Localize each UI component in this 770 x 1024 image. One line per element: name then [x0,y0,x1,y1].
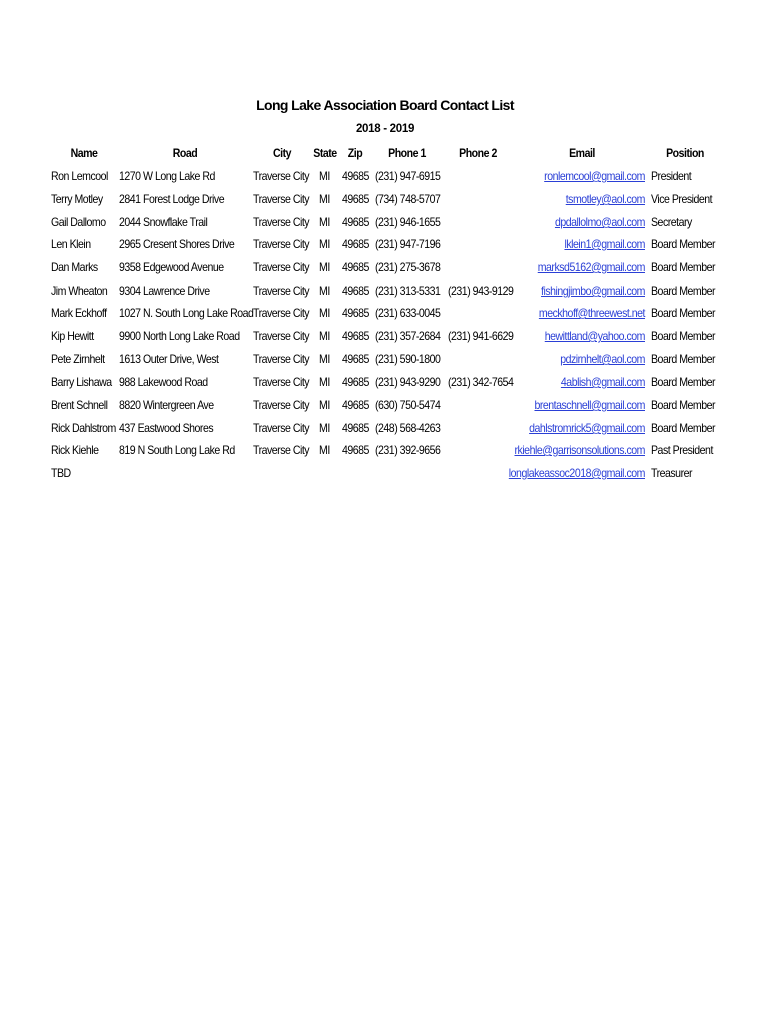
cell-state: MI [319,329,330,343]
email-link[interactable]: lklein1@gmail.com [564,237,645,251]
cell-city: Traverse City [253,169,310,183]
email-link[interactable]: pdzirnhelt@aol.com [560,352,645,366]
cell-state: MI [319,169,330,183]
cell-road: 9900 North Long Lake Road [119,329,240,343]
cell-phone1: (231) 947-6915 [375,169,441,183]
cell-zip: 49685 [342,306,369,320]
cell-state: MI [319,192,330,206]
cell-position: Board Member [651,398,716,412]
cell-position: Vice President [651,192,713,206]
document-subtitle: 2018 - 2019 [355,123,415,135]
document-title: Long Lake Association Board Contact List [256,97,514,113]
cell-name: Ron Lemcool [51,169,108,183]
cell-road: 2965 Cresent Shores Drive [119,237,235,251]
cell-name: Dan Marks [51,260,98,274]
cell-state: MI [319,284,330,298]
cell-position: Board Member [651,284,716,298]
cell-city: Traverse City [253,260,310,274]
cell-zip: 49685 [342,352,369,366]
cell-state: MI [319,260,330,274]
cell-road: 437 Eastwood Shores [119,421,214,435]
cell-road: 2841 Forest Lodge Drive [119,192,225,206]
cell-city: Traverse City [253,329,310,343]
email-link[interactable]: longlakeassoc2018@gmail.com [508,466,645,480]
email-link[interactable]: meckhoff@threewest.net [538,306,645,320]
cell-name: Mark Eckhoff [51,306,107,320]
cell-phone1: (231) 947-7196 [375,237,441,251]
cell-state: MI [319,215,330,229]
column-header-name: Name [70,146,98,160]
cell-city: Traverse City [253,192,310,206]
cell-position: Past President [651,443,713,457]
column-header-phone2: Phone 2 [459,146,497,160]
cell-road: 1270 W Long Lake Rd [119,169,215,183]
cell-zip: 49685 [342,192,369,206]
cell-position: Board Member [651,306,716,320]
cell-position: Treasurer [651,466,693,480]
cell-phone1: (734) 748-5707 [375,192,441,206]
cell-state: MI [319,421,330,435]
cell-road: 1027 N. South Long Lake Road [119,306,254,320]
cell-road: 988 Lakewood Road [119,375,208,389]
cell-state: MI [319,237,330,251]
cell-state: MI [319,306,330,320]
cell-name: Len Klein [51,237,91,251]
cell-name: TBD [51,466,71,480]
cell-city: Traverse City [253,284,310,298]
column-header-phone1: Phone 1 [388,146,426,160]
cell-name: Jim Wheaton [51,284,108,298]
cell-zip: 49685 [342,329,369,343]
cell-phone1: (231) 943-9290 [375,375,441,389]
cell-zip: 49685 [342,375,369,389]
cell-position: Board Member [651,421,716,435]
column-header-email: Email [569,146,595,160]
cell-zip: 49685 [342,284,369,298]
cell-position: Board Member [651,329,716,343]
cell-phone2: (231) 943-9129 [448,284,514,298]
cell-position: Secretary [651,215,692,229]
cell-phone1: (231) 392-9656 [375,443,441,457]
cell-name: Terry Motley [51,192,103,206]
cell-phone1: (231) 633-0045 [375,306,441,320]
cell-phone1: (231) 313-5331 [375,284,441,298]
cell-position: Board Member [651,352,716,366]
cell-state: MI [319,443,330,457]
email-link[interactable]: marksd5162@gmail.com [537,260,645,274]
cell-name: Barry Lishawa [51,375,112,389]
cell-position: Board Member [651,237,716,251]
cell-phone1: (231) 275-3678 [375,260,441,274]
cell-name: Rick Dahlstrom [51,421,116,435]
cell-road: 9358 Edgewood Avenue [119,260,224,274]
cell-road: 9304 Lawrence Drive [119,284,210,298]
cell-city: Traverse City [253,306,310,320]
email-link[interactable]: hewittland@yahoo.com [544,329,645,343]
column-header-road: Road [172,146,198,160]
cell-road: 2044 Snowflake Trail [119,215,208,229]
column-header-position: Position [666,146,704,160]
cell-state: MI [319,398,330,412]
email-link[interactable]: tsmotley@aol.com [565,192,645,206]
cell-position: Board Member [651,375,716,389]
cell-road: 819 N South Long Lake Rd [119,443,235,457]
cell-name: Rick Kiehle [51,443,99,457]
cell-city: Traverse City [253,352,310,366]
cell-name: Pete Zirnhelt [51,352,105,366]
cell-name: Gail Dallomo [51,215,106,229]
cell-phone1: (248) 568-4263 [375,421,441,435]
cell-phone1: (231) 357-2684 [375,329,441,343]
cell-name: Brent Schnell [51,398,108,412]
cell-state: MI [319,375,330,389]
column-header-zip: Zip [347,146,363,160]
cell-city: Traverse City [253,443,310,457]
cell-zip: 49685 [342,169,369,183]
cell-position: President [651,169,692,183]
email-link[interactable]: dahlstromrick5@gmail.com [529,421,645,435]
cell-city: Traverse City [253,398,310,412]
cell-state: MI [319,352,330,366]
email-link[interactable]: fishingjimbo@gmail.com [541,284,645,298]
column-header-state: State [313,146,337,160]
cell-name: Kip Hewitt [51,329,94,343]
cell-city: Traverse City [253,421,310,435]
cell-phone2: (231) 941-6629 [448,329,514,343]
email-link[interactable]: ronlemcool@gmail.com [544,169,645,183]
email-link[interactable]: rkiehle@garrisonsolutions.com [514,443,645,457]
cell-city: Traverse City [253,375,310,389]
column-header-city: City [272,146,292,160]
cell-zip: 49685 [342,215,369,229]
cell-city: Traverse City [253,237,310,251]
cell-road: 1613 Outer Drive, West [119,352,219,366]
cell-city: Traverse City [253,215,310,229]
email-link[interactable]: dpdallolmo@aol.com [554,215,645,229]
cell-phone1: (630) 750-5474 [375,398,441,412]
cell-position: Board Member [651,260,716,274]
cell-zip: 49685 [342,237,369,251]
email-link[interactable]: 4ablish@gmail.com [560,375,645,389]
cell-phone1: (231) 946-1655 [375,215,441,229]
email-link[interactable]: brentaschnell@gmail.com [534,398,645,412]
cell-phone1: (231) 590-1800 [375,352,441,366]
cell-road: 8820 Wintergreen Ave [119,398,214,412]
cell-zip: 49685 [342,443,369,457]
cell-zip: 49685 [342,421,369,435]
cell-zip: 49685 [342,260,369,274]
cell-zip: 49685 [342,398,369,412]
cell-phone2: (231) 342-7654 [448,375,514,389]
